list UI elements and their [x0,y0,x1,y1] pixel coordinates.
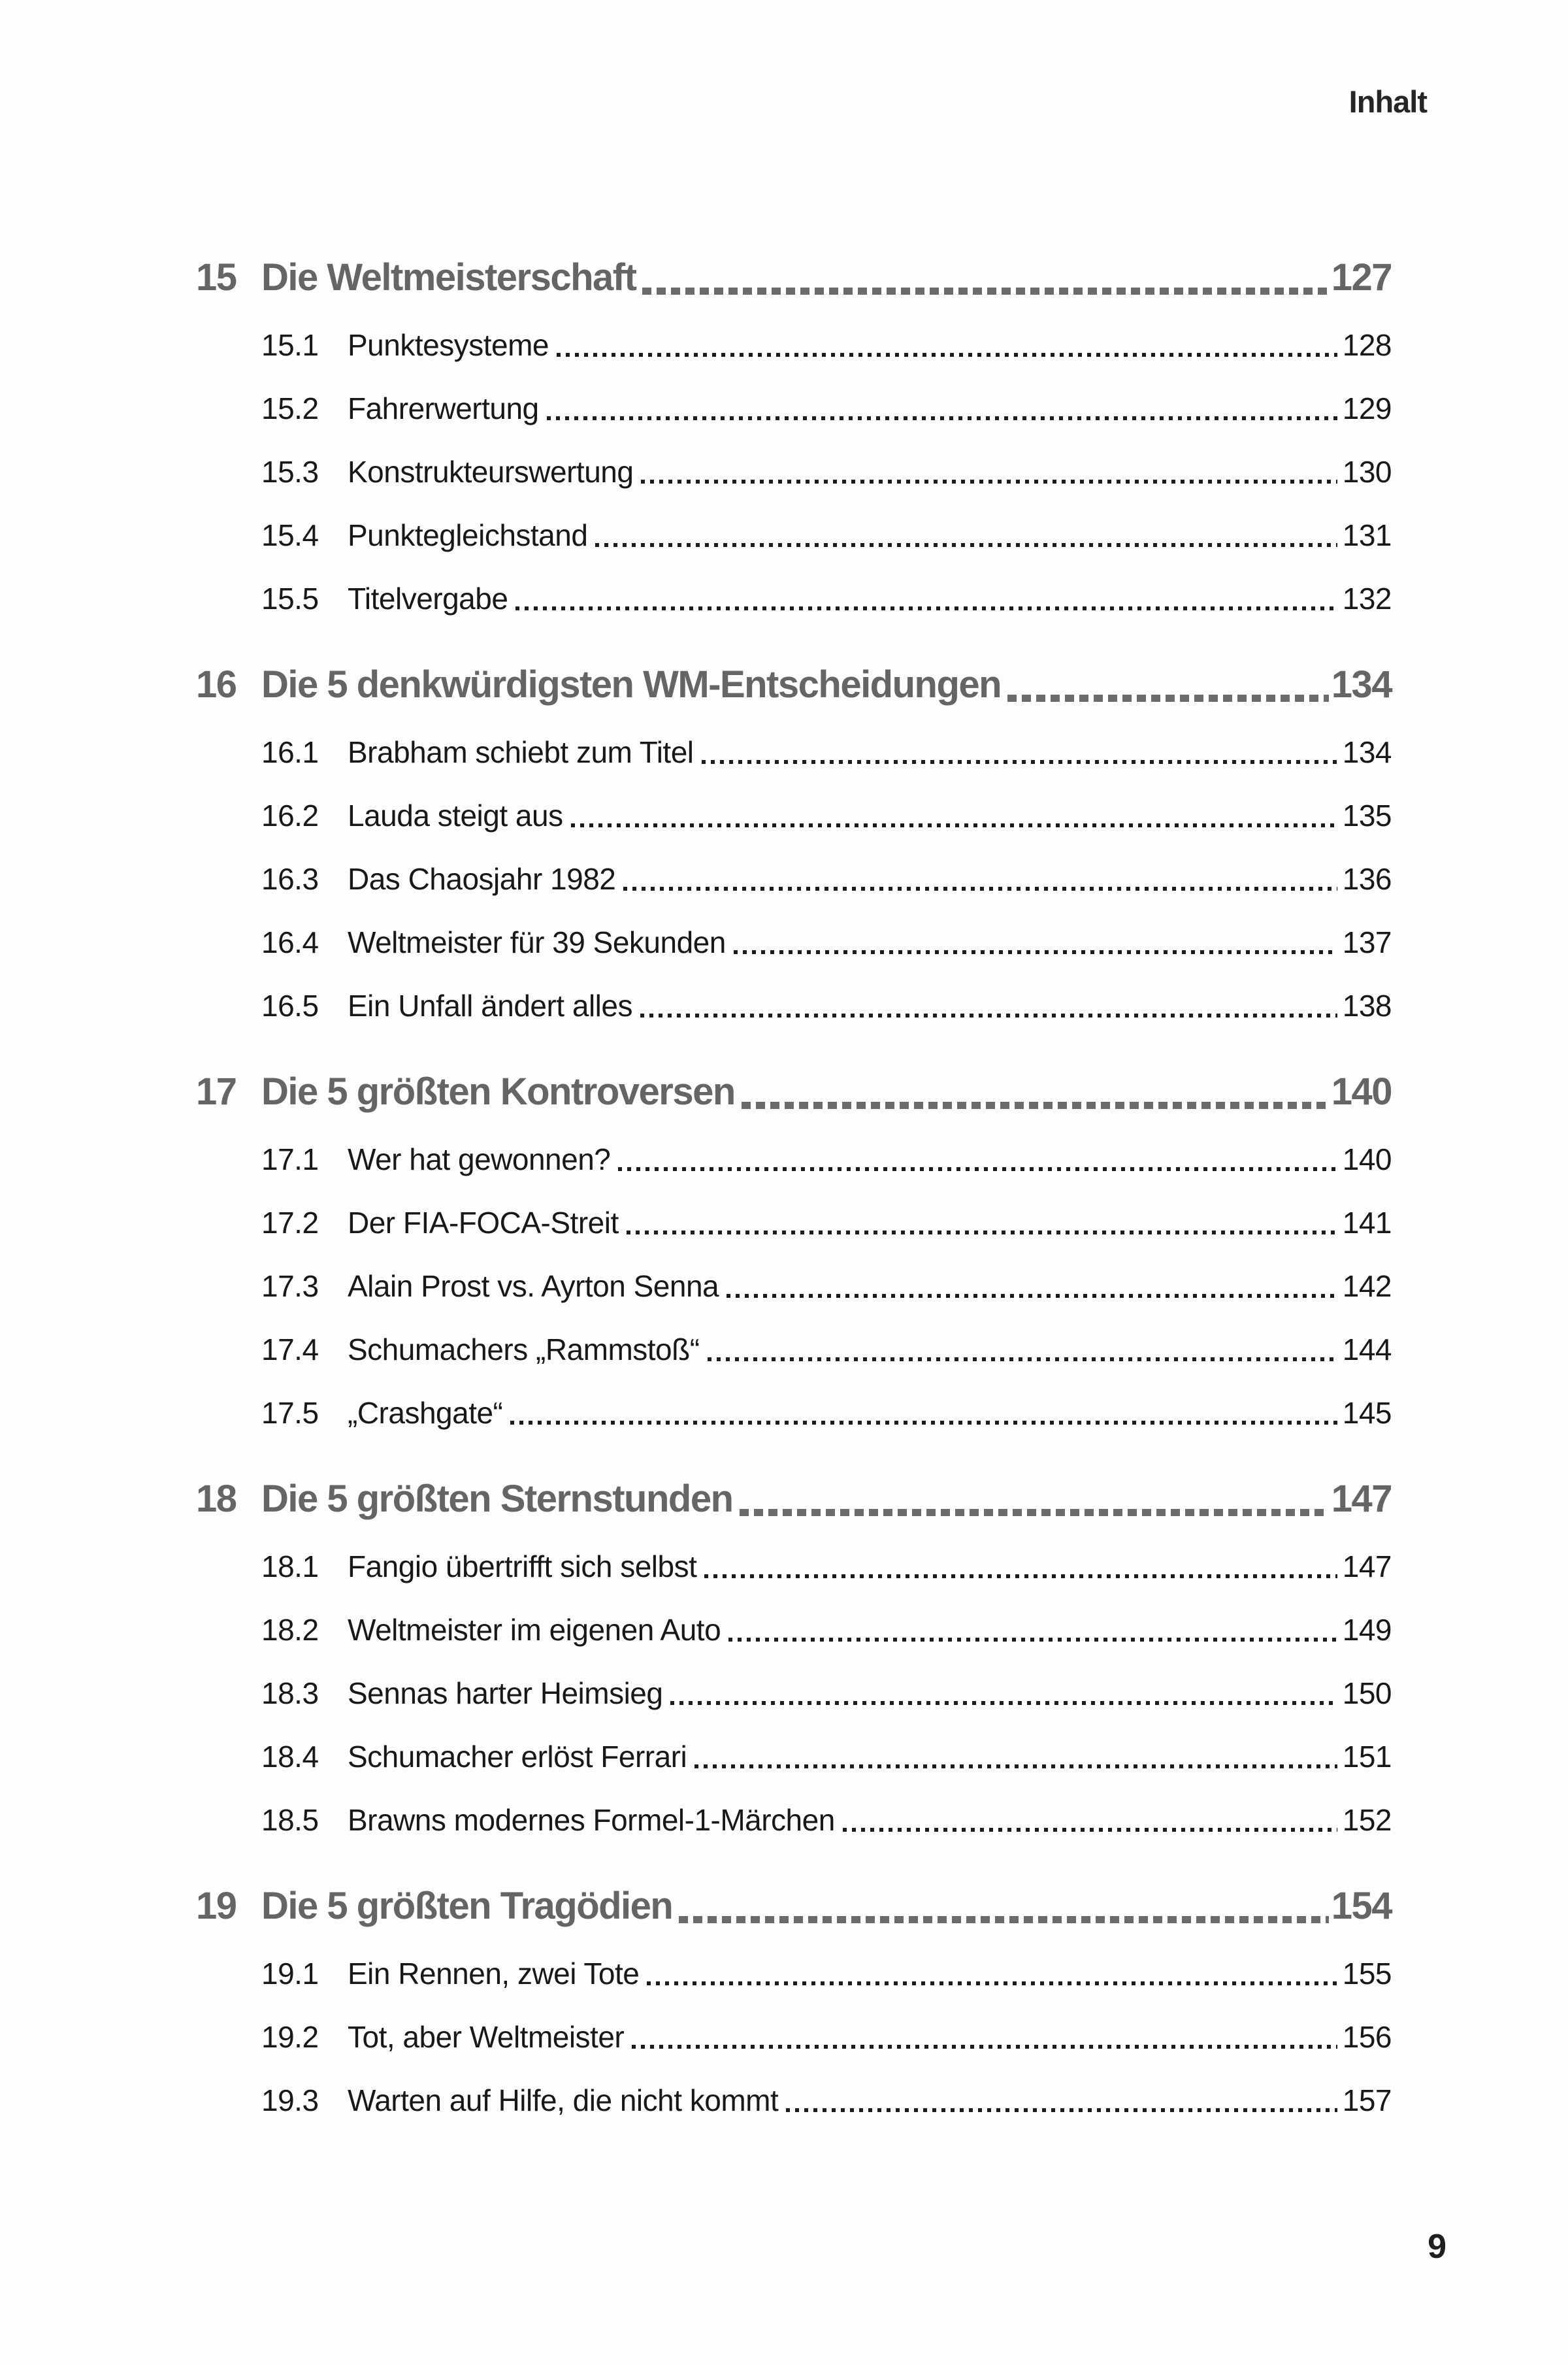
entry-number: 16.5 [261,989,319,1023]
section-title: Die Weltmeisterschaft [261,256,636,299]
entry-number: 17.5 [261,1396,319,1430]
entry-number: 19.2 [261,2020,319,2054]
entry-title: Ein Unfall ändert alles [348,989,632,1023]
toc-entry [196,1711,1392,1774]
entry-number: 18.4 [261,1740,319,1774]
entry-page-number: 151 [1342,1740,1392,1774]
dot-leader [728,1638,1337,1642]
toc-section [196,1857,1392,2118]
section-page-number: 134 [1331,663,1392,706]
entry-title: Sennas harter Heimsieg [348,1676,663,1710]
entry-page-number: 132 [1342,582,1392,616]
dot-leader [694,1764,1337,1768]
section-page-number: 127 [1331,256,1392,299]
entry-title: Warten auf Hilfe, die nicht kommt [348,2083,779,2117]
page-header: Inhalt [1348,84,1427,119]
toc-entry [196,1177,1392,1240]
entry-title: Punktegleichstand [348,518,588,552]
entry-title: Weltmeister im eigenen Auto [348,1613,721,1647]
entry-page-number: 157 [1342,2083,1392,2117]
toc-entry [196,1367,1392,1431]
entry-number: 17.2 [261,1206,319,1240]
entry-title: Fahrerwertung [348,391,539,425]
dot-leader [843,1828,1337,1832]
dot-leader [670,1701,1337,1705]
entry-number: 15.3 [261,455,319,489]
toc-entry [196,489,1392,553]
entry-title: Fangio übertrifft sich selbst [348,1549,697,1583]
toc-section [196,1043,1392,1431]
entry-title: Lauda steigt aus [348,799,563,833]
entry-title: Der FIA-FOCA-Streit [348,1206,619,1240]
toc-entry [196,1114,1392,1177]
entry-title: „Crashgate“ [348,1396,503,1430]
entry-page-number: 155 [1342,1957,1392,1991]
toc-entry [196,553,1392,616]
entry-title: Titelvergabe [348,582,508,616]
section-page-number: 147 [1331,1478,1392,1520]
toc-entry [196,1521,1392,1584]
entry-page-number: 130 [1342,455,1392,489]
entry-title: Schumachers „Rammstoß“ [348,1332,700,1366]
toc-entry [196,426,1392,489]
dot-leader [734,950,1337,954]
dot-leader [618,1167,1337,1171]
entry-number: 17.4 [261,1332,319,1366]
section-page-number: 154 [1331,1885,1392,1927]
toc-entry [196,706,1392,770]
entry-number: 16.2 [261,799,319,833]
toc-entry [196,1928,1392,1991]
entry-page-number: 142 [1342,1269,1392,1303]
entry-number: 15.2 [261,391,319,425]
dot-leader [742,1102,1329,1109]
entry-page-number: 138 [1342,989,1392,1023]
entry-page-number: 140 [1342,1142,1392,1176]
section-number: 17 [196,1070,237,1113]
section-title: Die 5 größten Sternstunden [261,1478,733,1520]
dot-leader [740,1509,1329,1516]
dot-leader [623,887,1337,891]
section-page-number: 140 [1331,1070,1392,1113]
entry-page-number: 152 [1342,1803,1392,1837]
section-number: 18 [196,1478,237,1520]
toc-section-heading [196,636,1392,706]
section-entries [196,1114,1392,1431]
toc-section-heading [196,1450,1392,1521]
section-entries [196,1928,1392,2118]
toc-entry [196,960,1392,1023]
toc-entry [196,1304,1392,1367]
dot-leader [641,480,1337,484]
section-entries [196,1521,1392,1838]
entry-number: 16.3 [261,862,319,896]
section-title: Die 5 größten Kontroversen [261,1070,735,1113]
toc-entry [196,897,1392,960]
entry-number: 18.1 [261,1549,319,1583]
entry-page-number: 128 [1342,328,1392,362]
entry-page-number: 149 [1342,1613,1392,1647]
dot-leader [557,353,1337,357]
dot-leader [642,288,1328,295]
dot-leader [547,416,1337,420]
entry-page-number: 129 [1342,391,1392,425]
dot-leader [627,1231,1337,1234]
entry-page-number: 131 [1342,518,1392,552]
entry-number: 19.1 [261,1957,319,1991]
section-entries [196,299,1392,616]
toc-entry [196,363,1392,426]
entry-page-number: 141 [1342,1206,1392,1240]
toc-entry [196,833,1392,897]
entry-page-number: 137 [1342,925,1392,959]
entry-number: 18.2 [261,1613,319,1647]
toc-entry [196,1774,1392,1838]
dot-leader [1007,695,1329,702]
entry-title: Brawns modernes Formel-1-Märchen [348,1803,835,1837]
toc-section [196,636,1392,1023]
dot-leader [632,2045,1337,2049]
dot-leader [595,543,1337,547]
entry-page-number: 147 [1342,1549,1392,1583]
entry-title: Wer hat gewonnen? [348,1142,611,1176]
dot-leader [510,1421,1337,1425]
dot-leader [708,1357,1337,1361]
toc-entry [196,1647,1392,1711]
entry-page-number: 156 [1342,2020,1392,2054]
page-number: 9 [1428,2228,1446,2266]
entry-page-number: 144 [1342,1332,1392,1366]
entry-number: 16.4 [261,925,319,959]
entry-title: Weltmeister für 39 Sekunden [348,925,726,959]
entry-title: Schumacher erlöst Ferrari [348,1740,687,1774]
entry-page-number: 136 [1342,862,1392,896]
entry-number: 18.3 [261,1676,319,1710]
dot-leader [640,1014,1337,1017]
entry-number: 19.3 [261,2083,319,2117]
toc-section-heading [196,1857,1392,1928]
dot-leader [571,823,1337,827]
entry-number: 15.5 [261,582,319,616]
entry-page-number: 134 [1342,735,1392,769]
section-title: Die 5 größten Tragödien [261,1885,673,1927]
entry-number: 18.5 [261,1803,319,1837]
dot-leader [727,1294,1337,1298]
section-title: Die 5 denkwürdigsten WM-Entscheidungen [261,663,1002,706]
entry-number: 16.1 [261,735,319,769]
section-entries [196,706,1392,1023]
toc-section [196,1450,1392,1838]
entry-title: Konstrukteurswertung [348,455,634,489]
toc-section-heading [196,1043,1392,1114]
entry-title: Ein Rennen, zwei Tote [348,1957,640,1991]
entry-page-number: 145 [1342,1396,1392,1430]
section-number: 15 [196,256,237,299]
toc-entry [196,1991,1392,2055]
entry-number: 15.4 [261,518,319,552]
entry-number: 15.1 [261,328,319,362]
dot-leader [702,760,1337,764]
entry-title: Punktesysteme [348,328,549,362]
entry-title: Das Chaosjahr 1982 [348,862,616,896]
dot-leader [704,1574,1337,1578]
section-number: 16 [196,663,237,706]
entry-page-number: 150 [1342,1676,1392,1710]
entry-page-number: 135 [1342,799,1392,833]
table-of-contents [196,229,1392,2118]
entry-number: 17.3 [261,1269,319,1303]
section-number: 19 [196,1885,237,1927]
entry-title: Alain Prost vs. Ayrton Senna [348,1269,719,1303]
toc-section [196,229,1392,616]
entry-title: Tot, aber Weltmeister [348,2020,625,2054]
dot-leader [679,1916,1328,1923]
toc-section-heading [196,229,1392,299]
toc-entry [196,1240,1392,1304]
entry-number: 17.1 [261,1142,319,1176]
toc-entry [196,1584,1392,1647]
dot-leader [647,1981,1337,1985]
toc-entry [196,770,1392,833]
toc-entry [196,2055,1392,2118]
entry-title: Brabham schiebt zum Titel [348,735,694,769]
dot-leader [786,2108,1337,2112]
dot-leader [515,606,1337,610]
toc-entry [196,299,1392,363]
